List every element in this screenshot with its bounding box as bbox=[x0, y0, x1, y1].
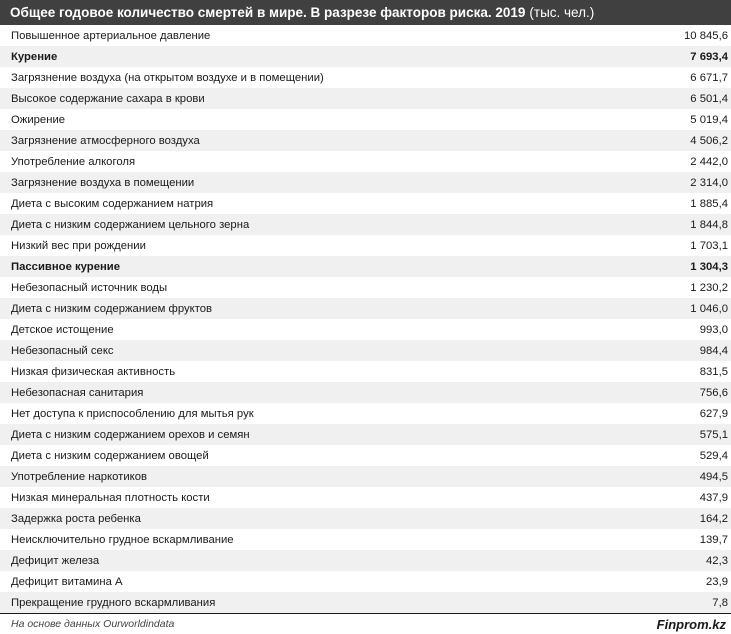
row-value: 5 019,4 bbox=[690, 113, 728, 126]
table-row bbox=[0, 487, 731, 508]
row-value: 6 501,4 bbox=[690, 92, 728, 105]
table-row bbox=[0, 25, 731, 46]
row-label: Повышенное артериальное давление bbox=[11, 29, 211, 42]
row-value: 10 845,6 bbox=[684, 29, 728, 42]
row-label: Задержка роста ребенка bbox=[11, 512, 141, 525]
row-label: Нет доступа к приспособлению для мытья рук bbox=[11, 407, 254, 420]
row-label: Низкая минеральная плотность кости bbox=[11, 491, 210, 504]
row-label: Диета с низким содержанием цельного зерна bbox=[11, 218, 250, 231]
row-label: Высокое содержание сахара в крови bbox=[11, 92, 205, 105]
table-row bbox=[0, 130, 731, 151]
table-row bbox=[0, 445, 731, 466]
table-row bbox=[0, 172, 731, 193]
table-row bbox=[0, 109, 731, 130]
row-value: 1 703,1 bbox=[690, 239, 728, 252]
table-row bbox=[0, 340, 731, 361]
row-label: Загрязнение воздуха в помещении bbox=[11, 176, 195, 189]
table-row bbox=[0, 529, 731, 550]
row-label: Дефицит железа bbox=[11, 554, 100, 567]
row-value: 2 442,0 bbox=[690, 155, 728, 168]
data-table bbox=[0, 25, 731, 613]
row-value: 529,4 bbox=[699, 449, 728, 462]
row-value: 437,9 bbox=[699, 491, 728, 504]
row-value: 7 693,4 bbox=[690, 50, 728, 63]
row-label: Загрязнение атмосферного воздуха bbox=[11, 134, 200, 147]
row-value: 6 671,7 bbox=[690, 71, 728, 84]
row-value: 831,5 bbox=[699, 365, 728, 378]
row-value: 4 506,2 bbox=[690, 134, 728, 147]
row-label: Курение bbox=[11, 50, 58, 63]
row-value: 42,3 bbox=[706, 554, 728, 567]
table-row bbox=[0, 508, 731, 529]
row-value: 1 885,4 bbox=[690, 197, 728, 210]
row-value: 756,6 bbox=[699, 386, 728, 399]
table-row bbox=[0, 319, 731, 340]
table-row bbox=[0, 67, 731, 88]
row-value: 627,9 bbox=[699, 407, 728, 420]
table-row bbox=[0, 256, 731, 277]
table-row bbox=[0, 424, 731, 445]
table-row bbox=[0, 382, 731, 403]
row-value: 164,2 bbox=[699, 512, 728, 525]
table-row bbox=[0, 592, 731, 613]
row-value: 575,1 bbox=[699, 428, 728, 441]
table-row bbox=[0, 277, 731, 298]
row-label: Прекращение грудного вскармливания bbox=[11, 596, 216, 609]
chart-header bbox=[0, 0, 731, 25]
row-label: Небезопасный источник воды bbox=[11, 281, 168, 294]
table-row bbox=[0, 193, 731, 214]
table-row bbox=[0, 466, 731, 487]
row-value: 494,5 bbox=[699, 470, 728, 483]
row-value: 1 046,0 bbox=[690, 302, 728, 315]
row-label: Загрязнение воздуха (на открытом воздухе и в помещении) bbox=[11, 71, 324, 84]
chart-footer bbox=[0, 613, 731, 634]
row-label: Низкий вес при рождении bbox=[11, 239, 146, 252]
row-value: 139,7 bbox=[699, 533, 728, 546]
row-label: Диета с низким содержанием орехов и семян bbox=[11, 428, 250, 441]
table-row bbox=[0, 550, 731, 571]
row-label: Низкая физическая активность bbox=[11, 365, 176, 378]
row-label: Небезопасный секс bbox=[11, 344, 114, 357]
row-label: Ожирение bbox=[11, 113, 66, 126]
row-label: Детское истощение bbox=[11, 323, 114, 336]
table-row bbox=[0, 571, 731, 592]
row-value: 7,8 bbox=[712, 596, 728, 609]
table-row bbox=[0, 46, 731, 67]
row-value: 984,4 bbox=[699, 344, 728, 357]
chart-title: Общее годовое количество смертей в мире. В разрезе факторов риска. 2019 bbox=[10, 5, 526, 20]
row-value: 1 230,2 bbox=[690, 281, 728, 294]
row-value: 23,9 bbox=[706, 575, 728, 588]
row-value: 1 304,3 bbox=[690, 260, 728, 273]
row-value: 1 844,8 bbox=[690, 218, 728, 231]
table-row bbox=[0, 88, 731, 109]
row-label: Дефицит витамина А bbox=[11, 575, 123, 588]
chart-unit: (тыс. чел.) bbox=[529, 5, 595, 20]
row-label: Употребление наркотиков bbox=[11, 470, 147, 483]
row-label: Диета с низким содержанием овощей bbox=[11, 449, 209, 462]
row-label: Диета с высоким содержанием натрия bbox=[11, 197, 214, 210]
table-row bbox=[0, 298, 731, 319]
row-label: Пассивное курение bbox=[11, 260, 121, 273]
row-label: Употребление алкоголя bbox=[11, 155, 136, 168]
table-row bbox=[0, 214, 731, 235]
row-label: Неисключительно грудное вскармливание bbox=[11, 533, 234, 546]
brand-logo-text: Finprom.kz bbox=[656, 616, 726, 632]
row-label: Диета с низким содержанием фруктов bbox=[11, 302, 213, 315]
source-note: На основе данных Ourworldindata bbox=[11, 618, 175, 630]
table-row bbox=[0, 403, 731, 424]
table-row bbox=[0, 361, 731, 382]
table-row bbox=[0, 151, 731, 172]
row-value: 993,0 bbox=[699, 323, 728, 336]
row-label: Небезопасная санитария bbox=[11, 386, 144, 399]
row-value: 2 314,0 bbox=[690, 176, 728, 189]
table-row bbox=[0, 235, 731, 256]
